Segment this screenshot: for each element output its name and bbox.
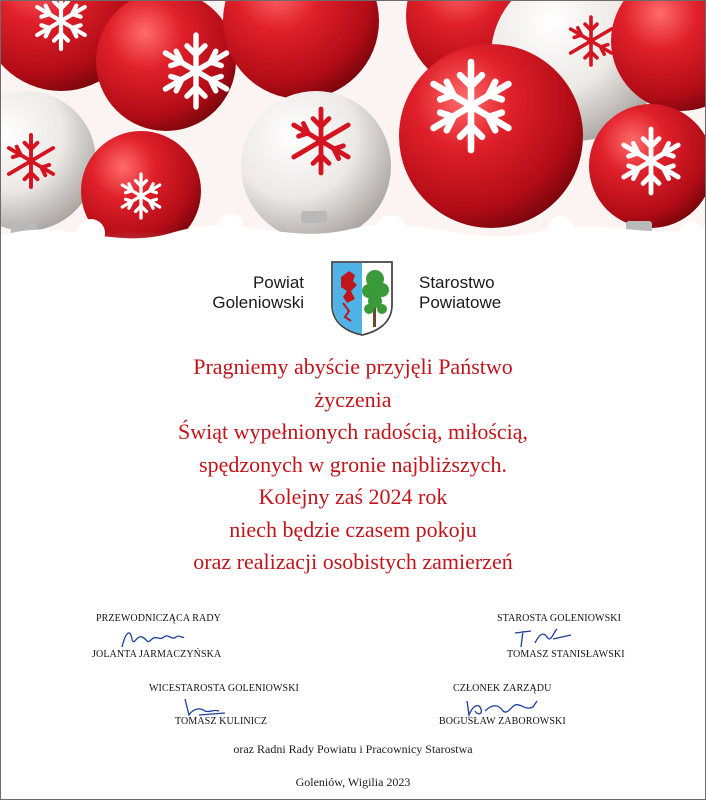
wish-line: oraz realizacji osobistych zamierzeń bbox=[193, 549, 513, 574]
signature-title: STAROSTA GOLENIOWSKI bbox=[497, 613, 622, 624]
wish-line: Świąt wypełnionych radością, miłością, bbox=[177, 419, 529, 444]
county-crest-icon bbox=[329, 259, 395, 337]
signature-name: JOLANTA JARMACZYŃSKA bbox=[92, 649, 222, 660]
county-name-line1: Powiat bbox=[252, 273, 304, 292]
signature-name: TOMASZ KULINICZ bbox=[175, 716, 268, 727]
wish-line: Pragniemy abyście przyjęli Państwo bbox=[193, 354, 513, 379]
signature-title: PRZEWODNICZĄCA RADY bbox=[96, 613, 221, 624]
signature-name: TOMASZ STANISŁAWSKI bbox=[507, 649, 625, 660]
handwritten-signature bbox=[509, 623, 579, 651]
county-header bbox=[1, 259, 705, 349]
office-name bbox=[419, 273, 539, 313]
wish-line: Kolejny zaś 2024 rok bbox=[258, 484, 448, 509]
signature-name: BOGUSŁAW ZABOROWSKI bbox=[439, 716, 566, 727]
office-name-line2: Powiatowe bbox=[419, 293, 502, 312]
office-name-line1: Starostwo bbox=[419, 273, 495, 292]
signature-title: WICESTAROSTA GOLENIOWSKI bbox=[149, 683, 299, 694]
wish-line: życzenia bbox=[314, 386, 392, 412]
christmas-ornaments-banner bbox=[1, 1, 705, 301]
holiday-wishes bbox=[41, 351, 665, 579]
signature-title: CZŁONEK ZARZĄDU bbox=[453, 683, 552, 694]
wish-line: spędzonych w gronie najbliższych. bbox=[199, 451, 507, 477]
wish-line: niech będzie czasem pokoju bbox=[229, 516, 477, 542]
council-line: oraz Radni Rady Powiatu i Pracownicy Starostwa bbox=[233, 742, 473, 756]
county-name-line2: Goleniowski bbox=[212, 293, 304, 312]
county-name bbox=[196, 273, 304, 313]
place-date: Goleniów, Wigilia 2023 bbox=[295, 775, 411, 789]
